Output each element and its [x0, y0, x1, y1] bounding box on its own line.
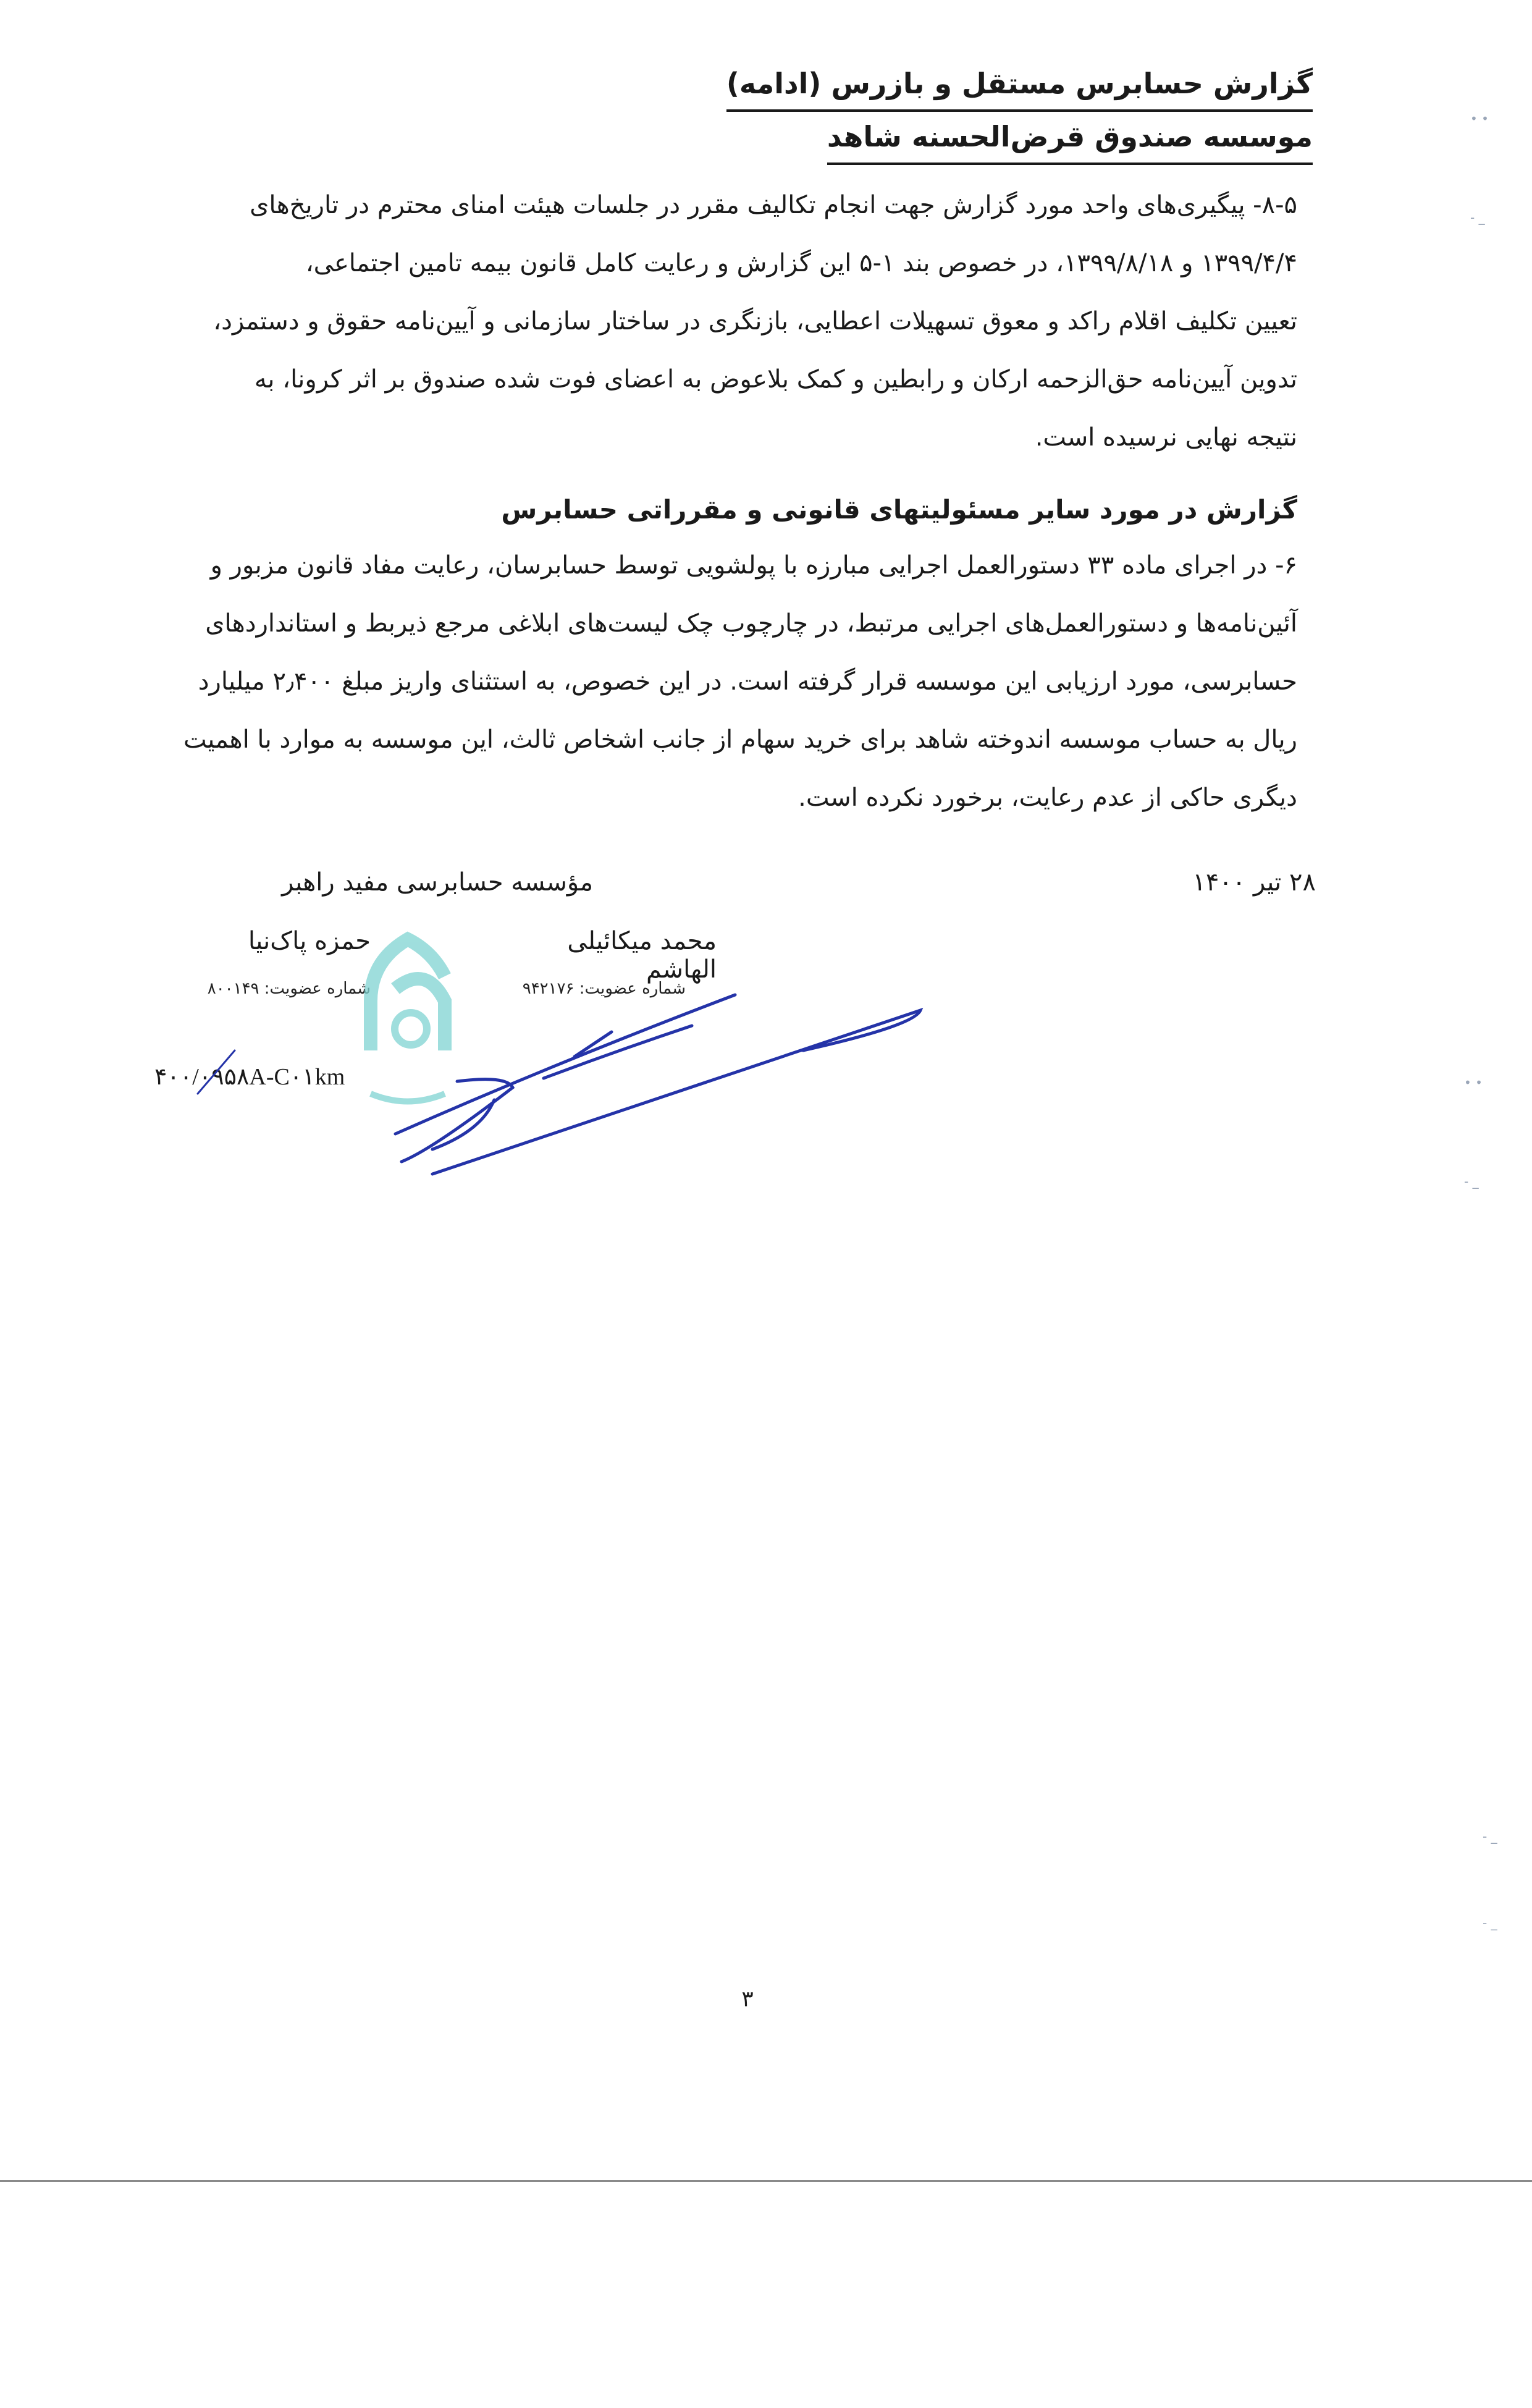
handwritten-signatures: [198, 995, 920, 1174]
scan-margin-mark: - _: [1483, 1829, 1497, 1844]
scan-margin-mark: • •: [1470, 111, 1489, 126]
paragraph-line: دیگری حاکی از عدم رعایت، برخورد نکرده است.: [798, 784, 1297, 812]
report-date: ۲۸ تیر ۱۴۰۰: [1192, 868, 1316, 897]
signer-1-membership: شماره عضویت: ۹۴۲۱۷۶: [522, 979, 686, 998]
scan-margin-mark: • •: [1464, 1075, 1483, 1090]
paragraph-line: حسابرسی، مورد ارزیابی این موسسه قرار گرفته است. در این خصوص، به استثنای واریز مبلغ ۲٫۴۰۰ میلیارد: [198, 667, 1297, 696]
scan-margin-mark: - _: [1470, 210, 1485, 225]
page-bottom-rule: [0, 2180, 1532, 2182]
paragraph-line: ۶- در اجرای ماده ۳۳ دستورالعمل اجرایی مبارزه با پولشویی توسط حسابرسان، رعایت مفاد قانون مزبور و: [210, 551, 1297, 580]
paragraph-line: ریال به حساب موسسه اندوخته شاهد برای خرید سهام از جانب اشخاص ثالث، این موسسه به موارد با اهمیت: [183, 725, 1297, 754]
paragraph-line: تدوین آیین‌نامه حق‌الزحمه ارکان و رابطین و کمک بلاعوض به اعضای فوت شده صندوق بر اثر کرونا، به: [254, 365, 1297, 394]
paragraph-line: آئین‌نامه‌ها و دستورالعمل‌های اجرایی مرتبط، در چارچوب چک لیست‌های ابلاغی مرجع ذیربط و استانداردهای: [205, 609, 1297, 638]
paragraph-line: ۱۳۹۹/۴/۴ و ۱۳۹۹/۸/۱۸، در خصوص بند ۱-۵ این گزارش و رعایت کامل قانون بیمه تامین اجتماعی،: [305, 249, 1297, 277]
report-title: گزارش حسابرس مستقل و بازرس (ادامه): [726, 59, 1313, 112]
report-subtitle: موسسه صندوق قرض‌الحسنه شاهد: [827, 112, 1313, 165]
section-heading: گزارش در مورد سایر مسئولیتهای قانونی و مقرراتی حسابرس: [501, 494, 1297, 525]
signer-1-name: محمد میکائیلی الهاشم: [567, 927, 717, 984]
audit-firm-stamp: [371, 939, 445, 1102]
reference-code: ۴۰۰/۰۹۵۸A-C۰۱km: [154, 1064, 345, 1090]
scan-margin-mark: - _: [1464, 1174, 1479, 1189]
paragraph-line: نتیجه نهایی نرسیده است.: [1035, 423, 1297, 452]
signer-2-membership: شماره عضویت: ۸۰۰۱۴۹: [207, 979, 371, 998]
paragraph-line: ۸-۵- پیگیری‌های واحد مورد گزارش جهت انجام تکالیف مقرر در جلسات هیئت امنای محترم در تاریخ‌های: [250, 191, 1297, 219]
scan-margin-mark: - _: [1483, 1916, 1497, 1930]
audit-firm-name: مؤسسه حسابرسی مفید راهبر: [282, 868, 593, 897]
signer-2-name: حمزه پاک‌نیا: [248, 927, 371, 955]
paragraph-line: تعیین تکلیف اقلام راکد و معوق تسهیلات اعطایی، بازنگری در ساختار سازمانی و آیین‌نامه حقوق و دستمزد،: [213, 307, 1297, 336]
page-number: ۳: [741, 1987, 754, 2012]
